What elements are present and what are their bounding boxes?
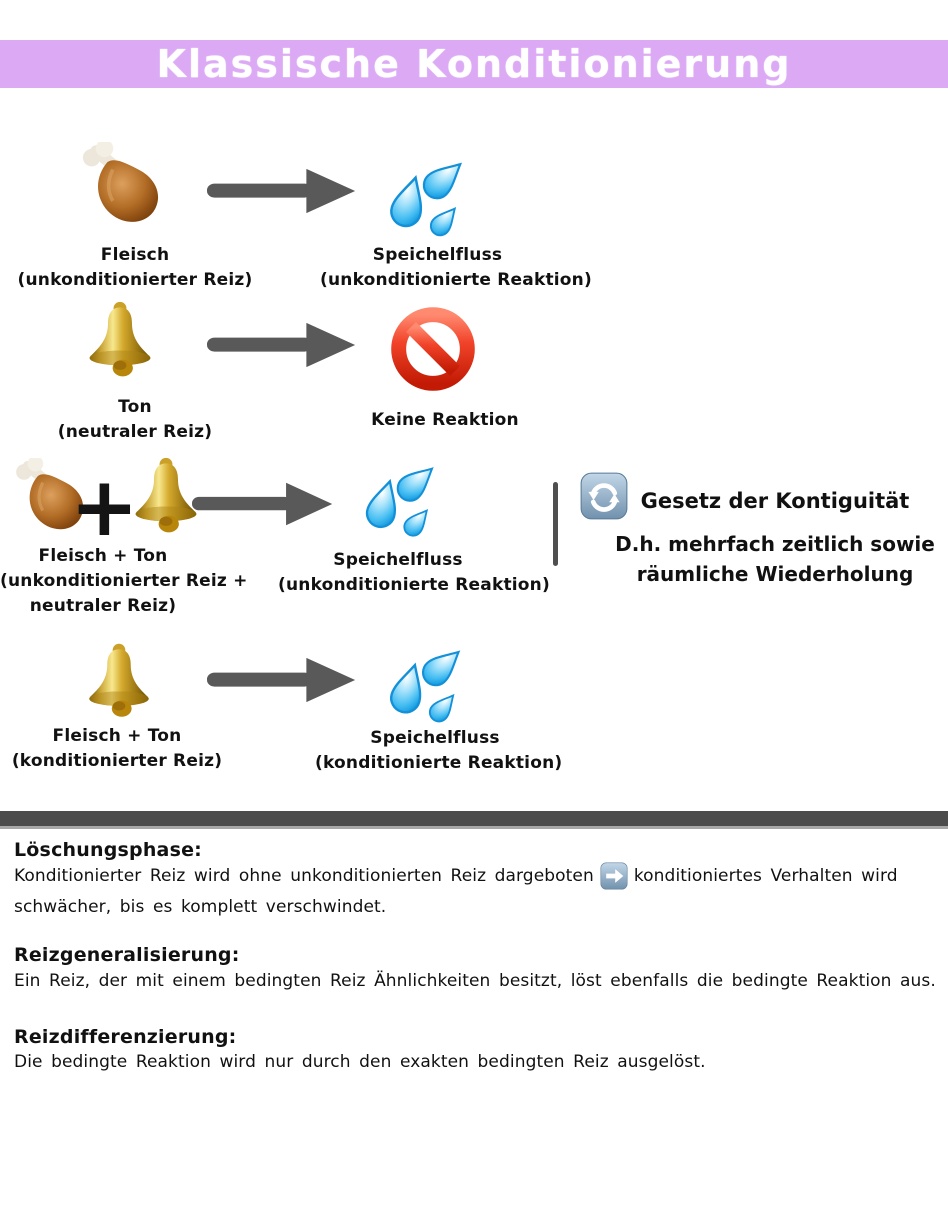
right-arrow-icon xyxy=(599,861,629,891)
stimulus-sublabel: (unkonditionierter Reiz) xyxy=(17,270,253,290)
note-divider-line xyxy=(553,482,558,566)
gray-arrow-icon xyxy=(192,482,334,526)
response-sublabel: (konditionierte Reaktion) xyxy=(315,753,563,773)
no-entry-icon xyxy=(389,305,477,393)
section-body-line: Die bedingte Reaktion wird nur durch den exakten bedingten Reiz ausgelöst. xyxy=(14,1052,706,1072)
section-heading: Löschungsphase: xyxy=(14,839,202,861)
stimulus-sublabel: (neutraler Reiz) xyxy=(57,422,213,442)
response-label: Keine Reaktion xyxy=(371,410,519,430)
side-note-line: D.h. mehrfach zeitlich sowie xyxy=(615,532,935,556)
section-body-line: schwächer, bis es komplett verschwindet. xyxy=(14,897,387,917)
gray-arrow-icon xyxy=(207,322,357,368)
gray-arrow-icon xyxy=(207,168,357,214)
section-body-line: Ein Reiz, der mit einem bedingten Reiz Ähnlichkeiten besitzt, löst ebenfalls die bedingte Reaktion aus. xyxy=(14,971,936,991)
stimulus-sublabel: (konditionierter Reiz) xyxy=(11,751,223,771)
page-title-banner xyxy=(0,40,948,88)
stimulus-sublabel: neutraler Reiz) xyxy=(29,596,177,616)
body-text: konditioniertes Verhalten wird xyxy=(633,866,898,886)
side-note-title: Gesetz der Kontiguität xyxy=(640,489,910,513)
stimulus-label: Ton xyxy=(118,397,152,417)
bell-icon xyxy=(74,300,166,392)
section-heading: Reizdifferenzierung: xyxy=(14,1026,237,1048)
stimulus-label: Fleisch + Ton xyxy=(52,726,182,746)
gray-arrow-icon xyxy=(207,657,357,703)
section-heading: Reizgeneralisierung: xyxy=(14,944,240,966)
stimulus-sublabel: (unkonditionierter Reiz + xyxy=(0,571,248,591)
sweat-droplets-icon xyxy=(386,643,471,728)
body-text: Konditionierter Reiz wird ohne unkonditionierten Reiz dargeboten xyxy=(14,866,594,886)
bell-icon xyxy=(74,642,164,732)
sweat-droplets-icon xyxy=(362,460,444,542)
stimulus-label: Fleisch + Ton xyxy=(38,546,168,566)
sweat-droplets-icon xyxy=(386,155,473,242)
response-label: Speichelfluss xyxy=(333,550,463,570)
section-divider-bar xyxy=(0,811,948,829)
counterclockwise-arrows-icon xyxy=(578,470,630,522)
side-note-line: räumliche Wiederholung xyxy=(636,562,914,586)
section-body-line xyxy=(14,861,898,891)
response-label: Speichelfluss xyxy=(370,728,500,748)
response-sublabel: (unkonditionierte Reaktion) xyxy=(278,575,550,595)
response-label: Speichelfluss xyxy=(372,245,503,265)
meat-leg-icon xyxy=(76,142,168,234)
plus-sign: + xyxy=(70,460,139,555)
response-sublabel: (unkonditionierte Reaktion) xyxy=(320,270,592,290)
page-title: Klassische Konditionierung xyxy=(156,42,792,86)
stimulus-label: Fleisch xyxy=(100,245,170,265)
